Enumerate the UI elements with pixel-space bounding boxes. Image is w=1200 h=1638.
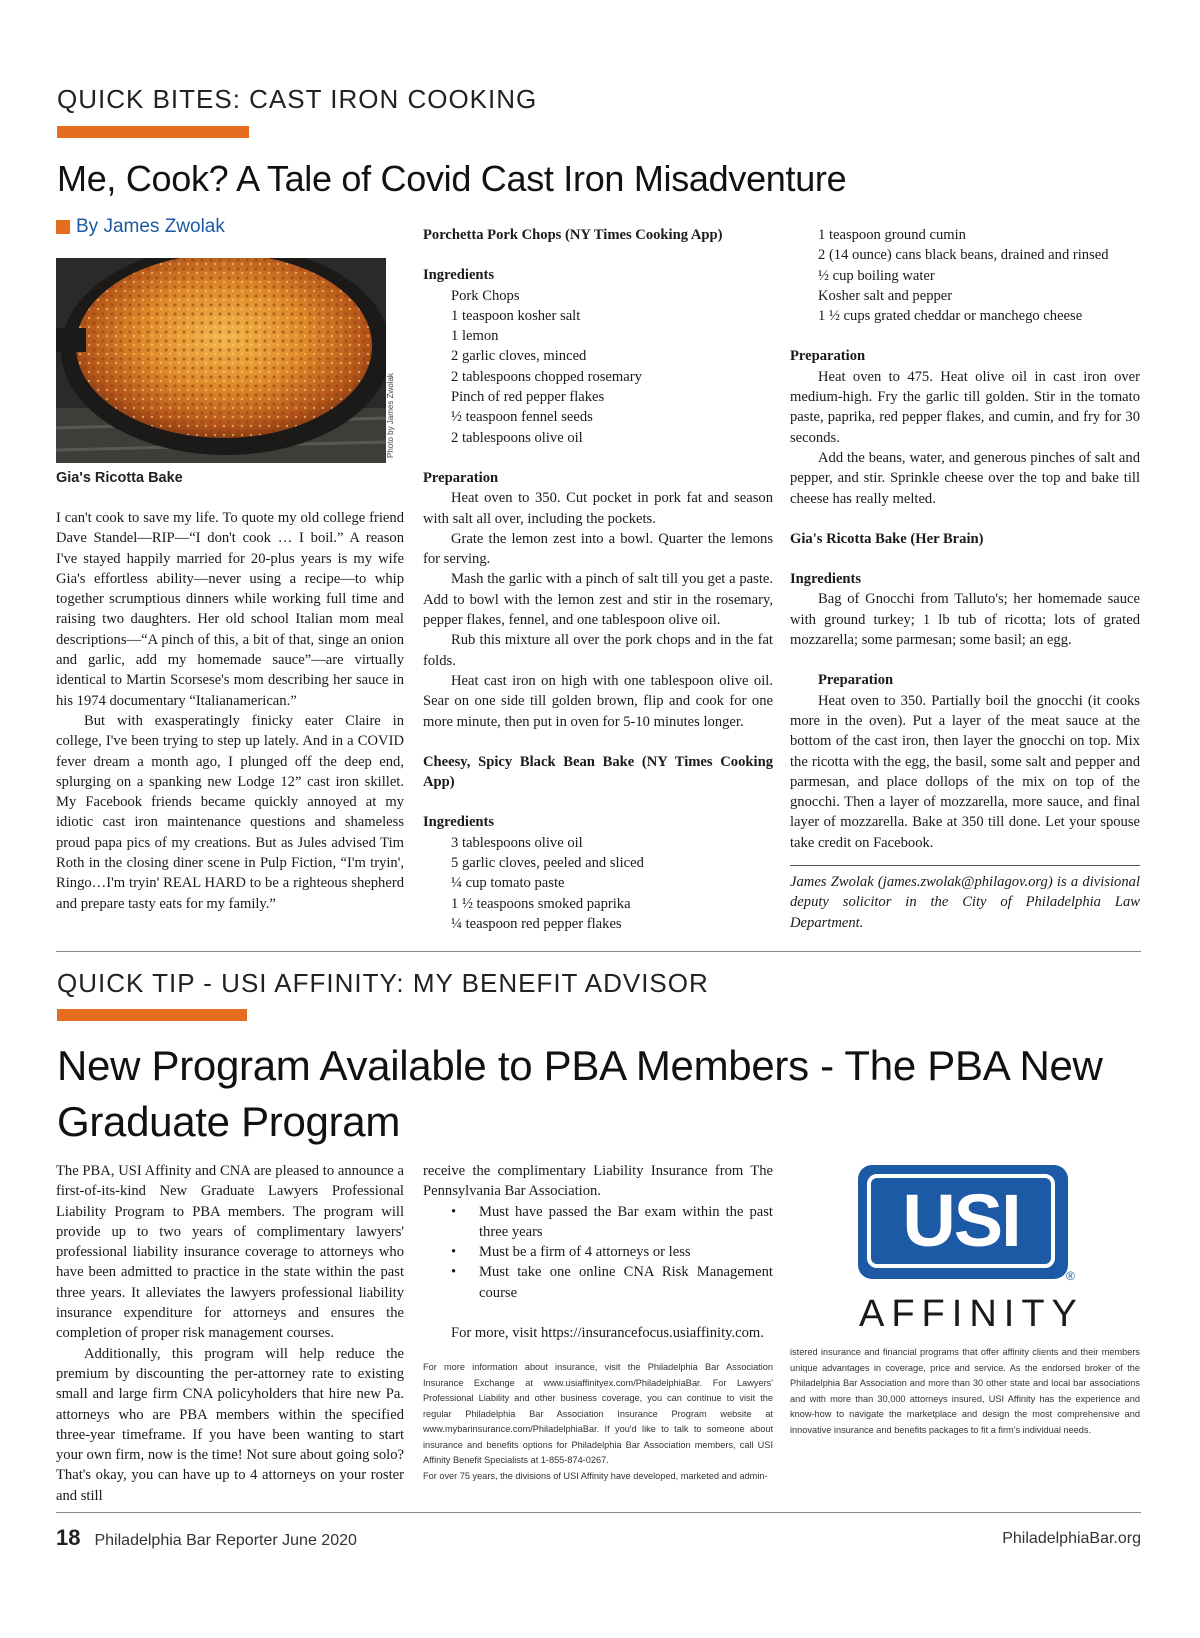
requirement-item [423, 1202, 773, 1243]
page-number: 18 [56, 1525, 81, 1550]
article-body-column-1 [56, 508, 404, 914]
ingredient-item: 5 garlic cloves, peeled and sliced [451, 855, 644, 872]
ingredient-item: Pinch of red pepper flakes [451, 389, 605, 406]
ingredient-item: 2 tablespoons olive oil [451, 429, 583, 446]
photo-caption: Gia's Ricotta Bake [56, 470, 183, 486]
fine-print-column-2 [423, 1360, 773, 1484]
recipe2-ingredients-list-b [790, 225, 1140, 326]
recipe2-title: Cheesy, Spicy Black Bean Bake (NY Times Cooking App) [423, 753, 773, 791]
article2-headline [57, 1038, 1157, 1150]
recipe1-title: Porchetta Pork Chops (NY Times Cooking App) [423, 227, 723, 243]
recipe3-ingredients-label: Ingredients [790, 571, 862, 588]
registered-icon: ® [1066, 1269, 1075, 1283]
logo-inner-frame [867, 1174, 1055, 1268]
ingredient-item: ¼ cup tomato paste [451, 875, 565, 892]
recipe2-preparation-label: Preparation [790, 348, 866, 365]
ingredient-item: Pork Chops [451, 287, 520, 304]
headline-line-2: Graduate Program [57, 1098, 401, 1145]
prep-step: Heat oven to 350. Cut pocket in pork fat and season with salt all over, including the pockets. [423, 490, 773, 527]
author-bio: James Zwolak (james.zwolak@philagov.org) is a divisional deputy solicitor in the City of Philadelphia Law Department. [790, 874, 1140, 931]
recipe1-ingredients-list [423, 286, 773, 448]
photo-credit-text: Photo by James Zwolak [386, 373, 395, 458]
publication-name: Philadelphia Bar Reporter June 2020 [94, 1532, 357, 1549]
body-paragraph: The PBA, USI Affinity and CNA are pleased to announce a first-of-its-kind New Graduate Lawyers Professional Liability Program to PBA members. The program will provide up to two years of complimentary lawyers' professional liability insurance coverage to attorneys who have been admitted to practice in the state within the past three years. It alleviates the lawyers professional liability insurance expenditure for attorneys and ensures the completion of proper risk management courses. [56, 1163, 404, 1342]
ingredient-item: 3 tablespoons olive oil [451, 834, 583, 851]
recipe2-ingredients-label: Ingredients [423, 814, 495, 831]
section-divider [56, 951, 1141, 952]
body-paragraph: I can't cook to save my life. To quote my old college friend Dave Standel—RIP—“I don't cook … I boil.” A reason I've stayed happily married for 20-plus years is my wife Gia's effortless ability—never using a recipe—to whip together scrumptious dinners while working full time and raising two daughters. Her old school Italian mom meal descriptions—“A pinch of this, a bit of that, singe an onion and garlic, add my homemade sauce”—are virtually identical to Martin Scorsese's mom describing her sauce in his 1974 documentary “Italianamerican.” [56, 510, 404, 709]
byline-text: By James Zwolak [76, 216, 225, 237]
requirement-text: Must have passed the Bar exam within the past three years [479, 1203, 773, 1240]
bullet-icon: • [451, 1244, 457, 1261]
photo-skillet-illustration [56, 258, 386, 463]
requirement-item [423, 1242, 773, 1262]
prep-step: Heat cast iron on high with one tablespoon olive oil. Sear on one side till golden brown, flip and cook for one more minute, then put in oven for 5-10 minutes longer. [423, 672, 773, 730]
section-kicker: QUICK BITES: CAST IRON COOKING [57, 84, 538, 114]
recipe1-ingredients-label: Ingredients [423, 267, 495, 284]
recipe3-ingredients: Bag of Gnocchi from Talluto's; her homemade sauce with ground turkey; 1 lb tub of ricotta; lots of grated mozzarella; some parmesan; some basil; an egg. [790, 591, 1140, 649]
footer-left [56, 1525, 357, 1551]
photo-credit [385, 360, 399, 460]
recipe3-title: Gia's Ricotta Bake (Her Brain) [790, 530, 984, 547]
ingredient-item: 1 teaspoon kosher salt [451, 307, 581, 324]
requirements-list [423, 1202, 773, 1303]
section2-kicker: QUICK TIP - USI AFFINITY: MY BENEFIT ADVISOR [57, 968, 709, 998]
requirement-item [423, 1262, 773, 1303]
fine-print-paragraph: For over 75 years, the divisions of USI Affinity have developed, marketed and admin- [423, 1470, 768, 1481]
ingredient-item: 1 ½ teaspoons smoked paprika [451, 895, 631, 912]
prep-step: Heat oven to 475. Heat olive oil in cast iron over medium-high. Fry the garlic till golden. Stir in the tomato paste, paprika, red pepper flakes, and cumin, and fry for 30 seconds. [790, 368, 1140, 446]
recipe1-preparation-label: Preparation [423, 469, 499, 486]
accent-bar-2 [57, 1009, 247, 1021]
accent-bar [57, 126, 249, 138]
article-body-column-2 [423, 225, 773, 934]
body-paragraph: Additionally, this program will help reduce the premium by discounting the per-attorney rate to existing small and large firm CNA policyholders that hire new Pa. attorneys who are PBA members within the specified three-year timeframe. If you have been wanting to start your own firm, now is the time! Not sure about going solo? That's okay, you can have up to 4 attorneys on your roster and still [56, 1345, 404, 1504]
ingredient-item: 2 garlic cloves, minced [451, 348, 587, 365]
body-paragraph-continued: receive the complimentary Liability Insurance from The Pennsylvania Bar Association. [423, 1163, 773, 1200]
ingredient-item: Kosher salt and pepper [818, 287, 953, 304]
recipe3-preparation: Heat oven to 350. Partially boil the gnocchi (it cooks more in the oven). Put a layer of the meat sauce at the bottom of the cast iron, then layer the gnocchi on top. Mix the ricotta with the egg, the basil, some salt and pepper and parmesan, and place dollops of the mix on top of the gnocchi. Then a layer of mozzarella, more sauce, and final layer of mozzarella. Bake at 350 till done. Let your spouse take credit on Facebook. [790, 692, 1140, 851]
fine-print-column-3 [790, 1345, 1140, 1438]
ingredient-item: ¼ teaspoon red pepper flakes [451, 915, 622, 932]
bio-rule [790, 865, 1140, 866]
requirement-text: Must be a firm of 4 attorneys or less [479, 1244, 691, 1261]
ingredient-item: ½ teaspoon fennel seeds [451, 409, 593, 426]
headline-line-1: New Program Available to PBA Members - The PBA New [57, 1042, 1103, 1089]
body-paragraph: But with exasperatingly finicky eater Claire in college, I've been trying to step up lately. And in a COVID fever dream a month ago, I plunged off the deep end, splurging on a spanking new Lodge 12” cast iron skillet. My Facebook friends became quickly annoyed at my idiotic cast iron maintenance questions and shameless proud papa pics of my creations. But as Jules advised Tim Roth in the closing diner scene in Pulp Fiction, “I'm tryin', Ringo…I'm tryin' REAL HARD to be a righteous shepherd and prepare tasty eats for my family.” [56, 712, 404, 912]
byline-square-icon [56, 220, 70, 234]
article2-body-column-2 [423, 1161, 773, 1343]
more-info-link[interactable]: For more, visit https://insurancefocus.usiaffinity.com. [451, 1325, 764, 1342]
requirement-text: Must take one online CNA Risk Management course [479, 1264, 773, 1301]
ingredient-item: 2 tablespoons chopped rosemary [451, 368, 642, 385]
fine-print-paragraph: For more information about insurance, visit the Philadelphia Bar Association Insurance Exchange at www.usiaffinityex.com/PhiladelphiaBar. For Lawyers' Professional Liability and other business coverage, you can continue to visit the regular Philadelphia Bar Association Insurance Program website at www.mybarinsurance.com/PhiladelphiaBar. If you'd like to talk to someone about insurance and benefits options for Philadelphia Bar Association members, call USI Affinity Benefit Specialists at 1-855-874-0267. [423, 1362, 773, 1465]
prep-step: Mash the garlic with a pinch of salt till you get a paste. Add to bowl with the lemon zest and stir in the rosemary, pepper flakes, fennel, and one tablespoon olive oil. [423, 571, 773, 629]
prep-step: Rub this mixture all over the pork chops and in the fat folds. [423, 632, 773, 669]
ingredient-item: 2 (14 ounce) cans black beans, drained and rinsed [818, 247, 1109, 264]
article-headline: Me, Cook? A Tale of Covid Cast Iron Misadventure [57, 158, 847, 199]
ingredient-item: 1 ½ cups grated cheddar or manchego cheese [818, 308, 1083, 325]
article2-body-column-1 [56, 1161, 404, 1506]
recipe2-ingredients-list-a [423, 833, 773, 934]
ingredient-item: 1 lemon [451, 328, 499, 345]
usi-affinity-logo [858, 1165, 1084, 1335]
footer-rule [56, 1512, 1141, 1513]
article-body-column-3 [790, 225, 1140, 933]
logo-mark-text: USI [902, 1179, 1020, 1262]
footer-site-link[interactable]: PhiladelphiaBar.org [1002, 1530, 1141, 1547]
prep-step: Grate the lemon zest into a bowl. Quarter the lemons for serving. [423, 530, 773, 568]
bullet-icon: • [451, 1264, 457, 1281]
byline [56, 216, 225, 238]
logo-word: AFFINITY [859, 1293, 1084, 1335]
bullet-icon: • [451, 1203, 457, 1220]
prep-step: Add the beans, water, and generous pinches of salt and pepper, and stir. Sprinkle cheese over the top and bake till cheese has really melted. [790, 449, 1140, 507]
recipe3-preparation-label: Preparation [818, 672, 894, 689]
fine-print-paragraph: istered insurance and financial programs that offer affinity clients and their members unique advantages in coverage, price and service. As the endorsed broker of the Philadelphia Bar Association and more than 30 other state and local bar associations and with more than 30,000 attorneys insured, USI Affinity has the experience and know-how to navigate the marketplace and design the most comprehensive and innovative insurance and benefits packages to fit a firm's individual needs. [790, 1347, 1140, 1435]
photo-ricotta-bake [56, 258, 386, 463]
ingredient-item: ½ cup boiling water [818, 267, 935, 284]
ingredient-item: 1 teaspoon ground cumin [818, 227, 966, 243]
